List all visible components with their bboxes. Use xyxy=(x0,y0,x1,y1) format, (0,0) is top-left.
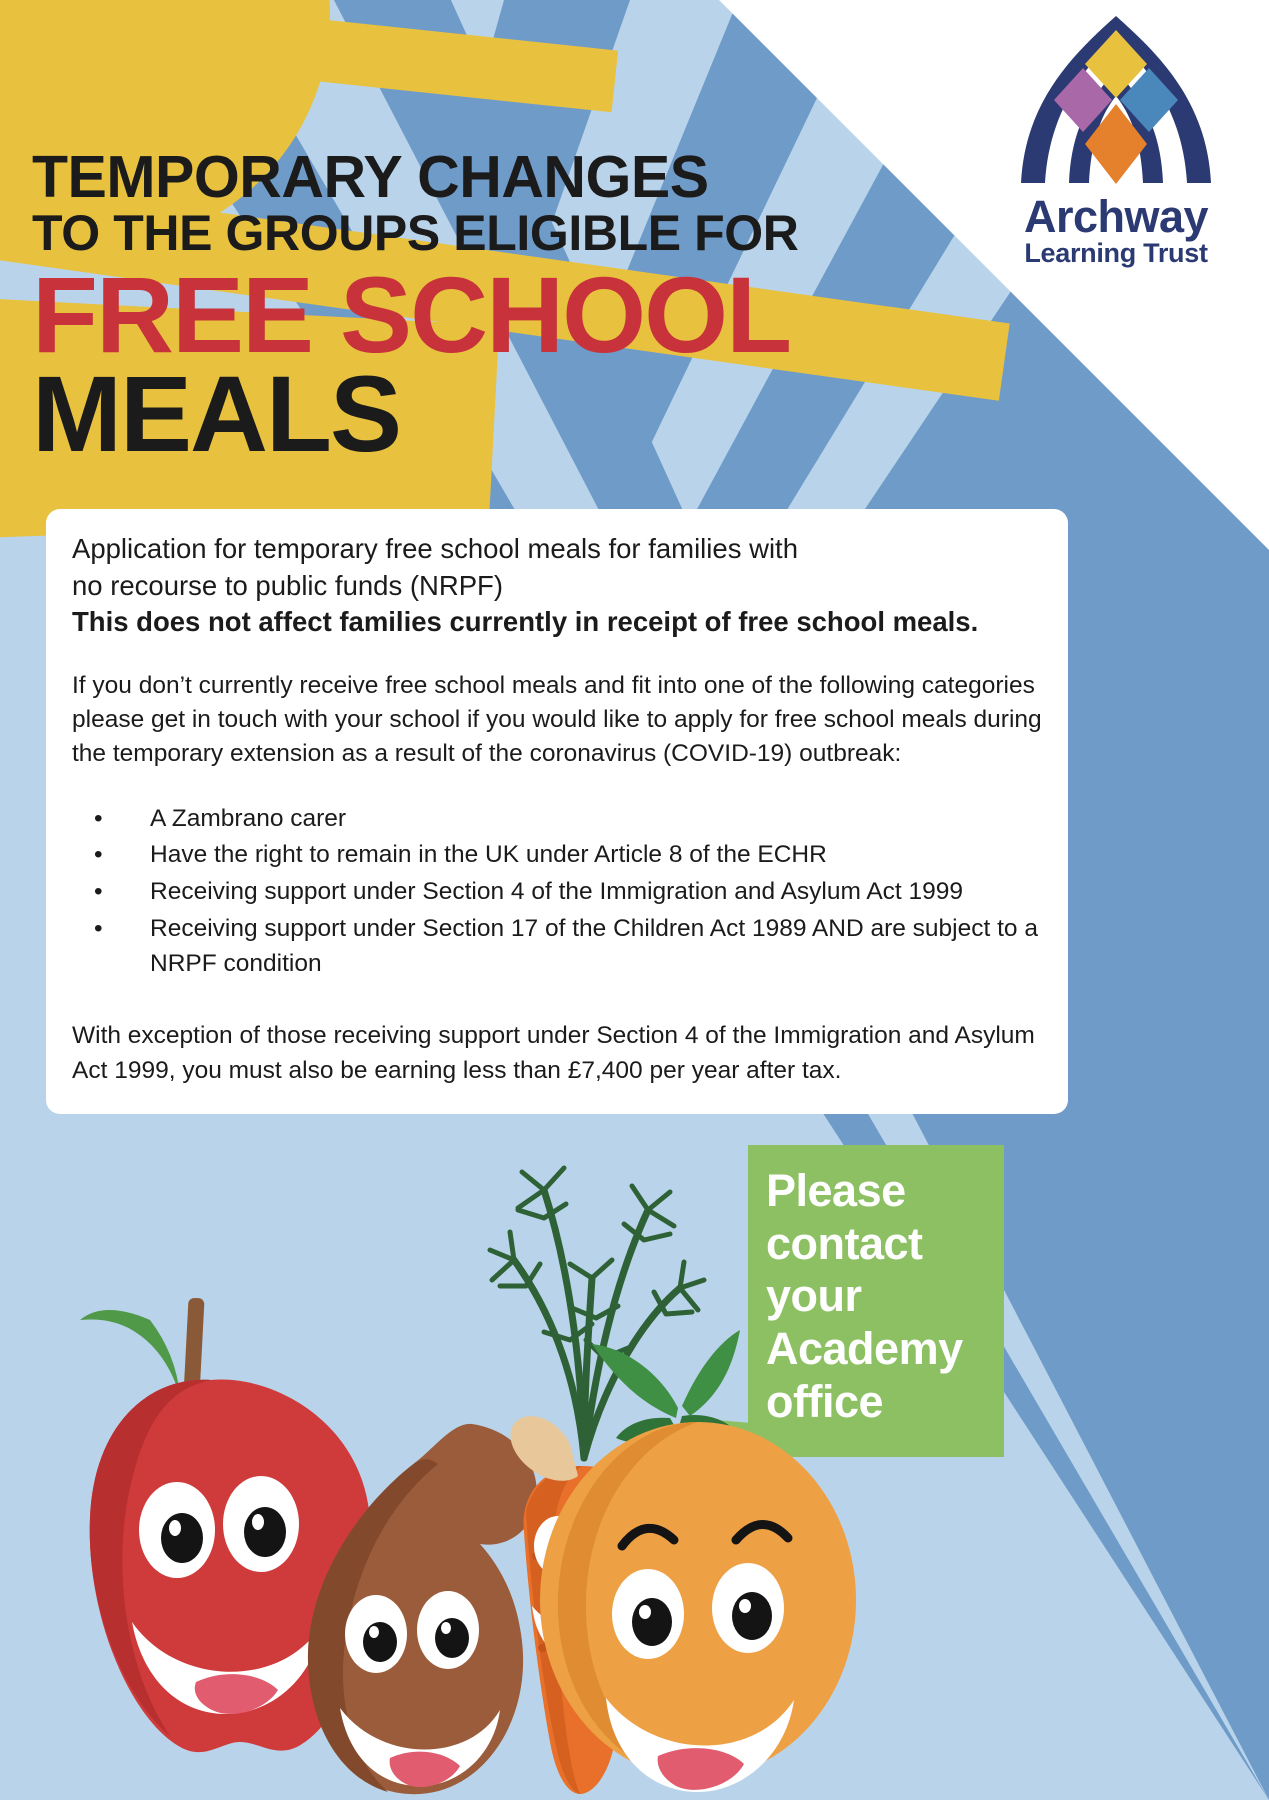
bullet-marker: • xyxy=(94,878,103,906)
list-item xyxy=(72,875,1042,910)
smiling-orange-icon xyxy=(530,1300,870,1800)
contact-callout-text: Please contact your Academy office xyxy=(766,1165,963,1427)
card-body-paragraph: If you don’t currently receive free school meals and fit into one of the following categories please get in touch with your school if you would like to apply for free school meals during the temporary extension as a result of the coronavirus (COVID-19) outbreak: xyxy=(72,671,1042,768)
page-title xyxy=(32,144,882,474)
bullet-marker: • xyxy=(94,914,103,942)
list-item xyxy=(72,912,1042,982)
card-outro-paragraph: With exception of those receiving support under Section 4 of the Immigration and Asylum Act 1999, you must also be earning less than £7,400 per year after tax. xyxy=(72,1022,1035,1084)
archway-arch-icon xyxy=(1011,8,1221,193)
information-card xyxy=(46,509,1068,1114)
headline-line-2: TO THE GROUPS ELIGIBLE FOR xyxy=(32,205,799,262)
list-item xyxy=(72,802,1042,837)
bullet-marker: • xyxy=(94,841,103,869)
card-intro xyxy=(72,531,1042,641)
bullet-marker: • xyxy=(94,804,103,832)
list-item-label: Receiving support under Section 4 of the Immigration and Asylum Act 1999 xyxy=(150,878,964,906)
list-item xyxy=(72,838,1042,873)
eligibility-bullet-list xyxy=(72,802,1042,982)
list-item-label: A Zambrano carer xyxy=(150,804,347,832)
headline-line-4: MEALS xyxy=(32,352,400,474)
headline-line-3: FREE SCHOOL xyxy=(32,254,791,376)
card-intro-line-2: no recourse to public funds (NRPF) xyxy=(72,569,504,601)
headline-line-1: TEMPORARY CHANGES xyxy=(32,144,709,210)
logo-name-archway: Archway xyxy=(1023,191,1209,242)
list-item-label: Have the right to remain in the UK under Article 8 of the ECHR xyxy=(150,841,827,869)
archway-learning-trust-logo xyxy=(991,8,1241,267)
list-item-label: Receiving support under Section 17 of the Children Act 1989 AND are subject to a NRPF condition xyxy=(150,914,1038,977)
card-intro-bold: This does not affect families currently in receipt of free school meals. xyxy=(72,606,979,638)
card-intro-line-1: Application for temporary free school meals for families with xyxy=(72,533,798,564)
logo-name-learning-trust: Learning Trust xyxy=(1024,238,1208,269)
